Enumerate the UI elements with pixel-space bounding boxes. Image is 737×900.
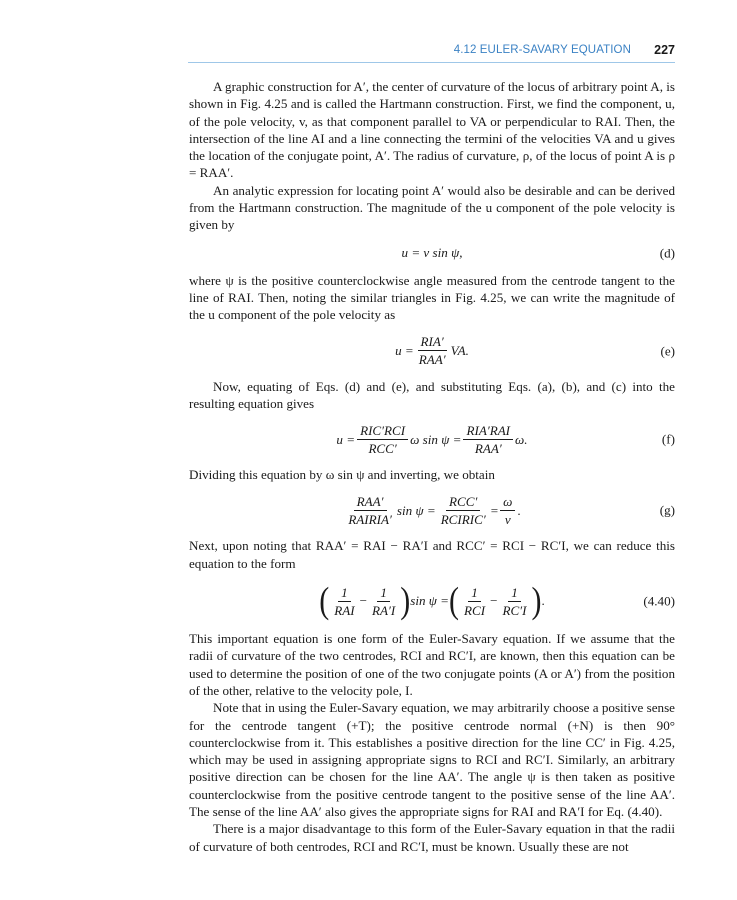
equation-e-denominator: RAA′ xyxy=(418,352,446,368)
running-header xyxy=(188,44,675,63)
paren-close-icon: ) xyxy=(531,579,542,622)
paren-close-icon: ) xyxy=(400,579,411,622)
equation-e-rhs: VA. xyxy=(450,342,469,358)
equation-f-fraction-2 xyxy=(463,423,513,456)
equation-g xyxy=(189,492,675,528)
paragraph-disadvantage: There is a major disadvantage to this form of the Euler-Savary equation in that the radii of curvature of both centrodes, RCI and RC′I, must be known. Usually these are not xyxy=(189,821,675,854)
equation-g-denominator-3: v xyxy=(504,511,511,527)
equation-g-fraction-1 xyxy=(345,494,395,527)
equation-g-numerator-3: ω xyxy=(500,494,515,511)
equation-e-label: (e) xyxy=(660,342,675,358)
equation-f-label: (f) xyxy=(661,431,675,447)
paren-open-icon: ( xyxy=(449,579,460,622)
equation-d-body: u = v sin ψ, xyxy=(401,245,463,261)
equation-440-label: (4.40) xyxy=(643,593,675,609)
equation-e xyxy=(189,333,675,369)
equation-g-fraction-2 xyxy=(438,494,489,527)
equation-f-mid: ω sin ψ = xyxy=(410,431,462,447)
equation-g-equals: = xyxy=(490,502,499,518)
equation-g-denominator-2: RCIRIC′ xyxy=(440,511,486,527)
equation-e-fraction xyxy=(416,334,449,367)
equation-440-numerator-2: 1 xyxy=(377,585,390,602)
paragraph-analytic: An analytic expression for locating point A′ would also be desirable and can be derived from the Hartmann construction. The magnitude of the u component of the pole velocity is given by xyxy=(189,182,675,233)
equation-440-denominator-4: RC′I xyxy=(502,602,527,618)
equation-g-label: (g) xyxy=(659,502,675,518)
equation-440-fraction-4 xyxy=(500,585,530,618)
equation-g-denominator-1: RAIRIA′ xyxy=(348,511,392,527)
equation-f-denominator-1: RCC′ xyxy=(368,440,397,456)
equation-e-lhs: u = xyxy=(395,342,414,358)
equation-440-denominator-1: RAI xyxy=(334,602,355,618)
paragraph-psi: where ψ is the positive counterclockwise angle measured from the centrode tangent to the line of RAI. Then, noting the similar triangles in Fig. 4.25, we can write the magnitude of the u component of the pole velocity as xyxy=(189,272,675,323)
paragraph-note: Note that in using the Euler-Savary equation, we may arbitrarily choose a positive sense for the centrode tangent (+T); the positive centrode normal (+N) is then 90° counterclockwise from it. This establishes a positive direction for the line CC′ in Fig. 4.25, which may be used in assigning appropriate signs to RCI and RC′I. Similarly, an arbitrary positive direction can be chosen for the line AA′. The angle ψ is then taken as positive counterclockwise from the positive centrode tangent to the positive sense of the line AA′. The sense of the line AA′ also gives the appropriate signs for RAI and RA′I for Eq. (4.40). xyxy=(189,700,675,820)
equation-euler-savary xyxy=(189,581,675,621)
paragraph-important: This important equation is one form of the Euler-Savary equation. If we assume that the radii of curvature of the two centrodes, RCI and RC′I, are known, then this equation can be used to determine the position of one of the two conjugate points (A or A′) from the position of the other, relative to the velocity pole, I. xyxy=(189,631,675,698)
equation-f-lhs: u = xyxy=(336,431,356,447)
paragraph-hartmann: A graphic construction for A′, the center of curvature of the locus of arbitrary point A, is shown in Fig. 4.25 and is called the Hartmann construction. First, we find the component, u, of the pole velocity, v, as that component parallel to VA or perpendicular to RAI. Then, the intersection of the line AI and a line connecting the termini of the velocities VA and u gives the location of the conjugate point, A′. The radius of curvature, ρ, of the locus of point A is ρ = RAA′. xyxy=(189,79,675,181)
equation-440-numerator-3: 1 xyxy=(468,585,481,602)
paragraph-equating: Now, equating of Eqs. (d) and (e), and substituting Eqs. (a), (b), and (c) into the resulting equation gives xyxy=(189,378,675,411)
equation-g-numerator-2: RCC′ xyxy=(446,494,480,511)
equation-440-fraction-3 xyxy=(461,585,488,618)
equation-f xyxy=(189,421,675,457)
page-body xyxy=(189,78,675,855)
equation-440-end: . xyxy=(541,593,545,609)
section-title: 4.12 EULER-SAVARY EQUATION xyxy=(453,44,631,56)
equation-d-label: (d) xyxy=(659,245,675,261)
equation-f-denominator-2: RAA′ xyxy=(474,440,502,456)
equation-d xyxy=(189,243,675,263)
equation-440-numerator-4: 1 xyxy=(508,585,521,602)
minus-sign-icon: − xyxy=(490,593,498,609)
equation-440-denominator-2: RA′I xyxy=(371,602,396,618)
equation-440-denominator-3: RCI xyxy=(464,602,486,618)
equation-440-numerator-1: 1 xyxy=(338,585,351,602)
paragraph-dividing: Dividing this equation by ω sin ψ and inverting, we obtain xyxy=(189,467,495,483)
equation-440-fraction-2 xyxy=(369,585,398,618)
equation-f-fraction-1 xyxy=(357,423,408,456)
equation-f-numerator-1: RIC′RCI xyxy=(357,423,408,440)
equation-g-fraction-3 xyxy=(500,494,515,527)
equation-g-mid: sin ψ = xyxy=(396,502,436,518)
minus-sign-icon: − xyxy=(359,593,367,609)
equation-f-numerator-2: RIA′RAI xyxy=(463,423,513,440)
page-number: 227 xyxy=(654,43,675,57)
equation-440-mid: sin ψ = xyxy=(410,593,450,609)
equation-440-fraction-1 xyxy=(331,585,357,618)
equation-g-numerator-1: RAA′ xyxy=(354,494,387,511)
paren-open-icon: ( xyxy=(319,579,330,622)
equation-e-numerator: RIA′ xyxy=(418,334,447,351)
paragraph-next: Next, upon noting that RAA′ = RAI − RA′I and RCC′ = RCI − RC′I, we can reduce this equation to the form xyxy=(189,538,675,571)
equation-f-rhs: ω. xyxy=(515,431,528,447)
equation-g-end: . xyxy=(517,502,521,518)
